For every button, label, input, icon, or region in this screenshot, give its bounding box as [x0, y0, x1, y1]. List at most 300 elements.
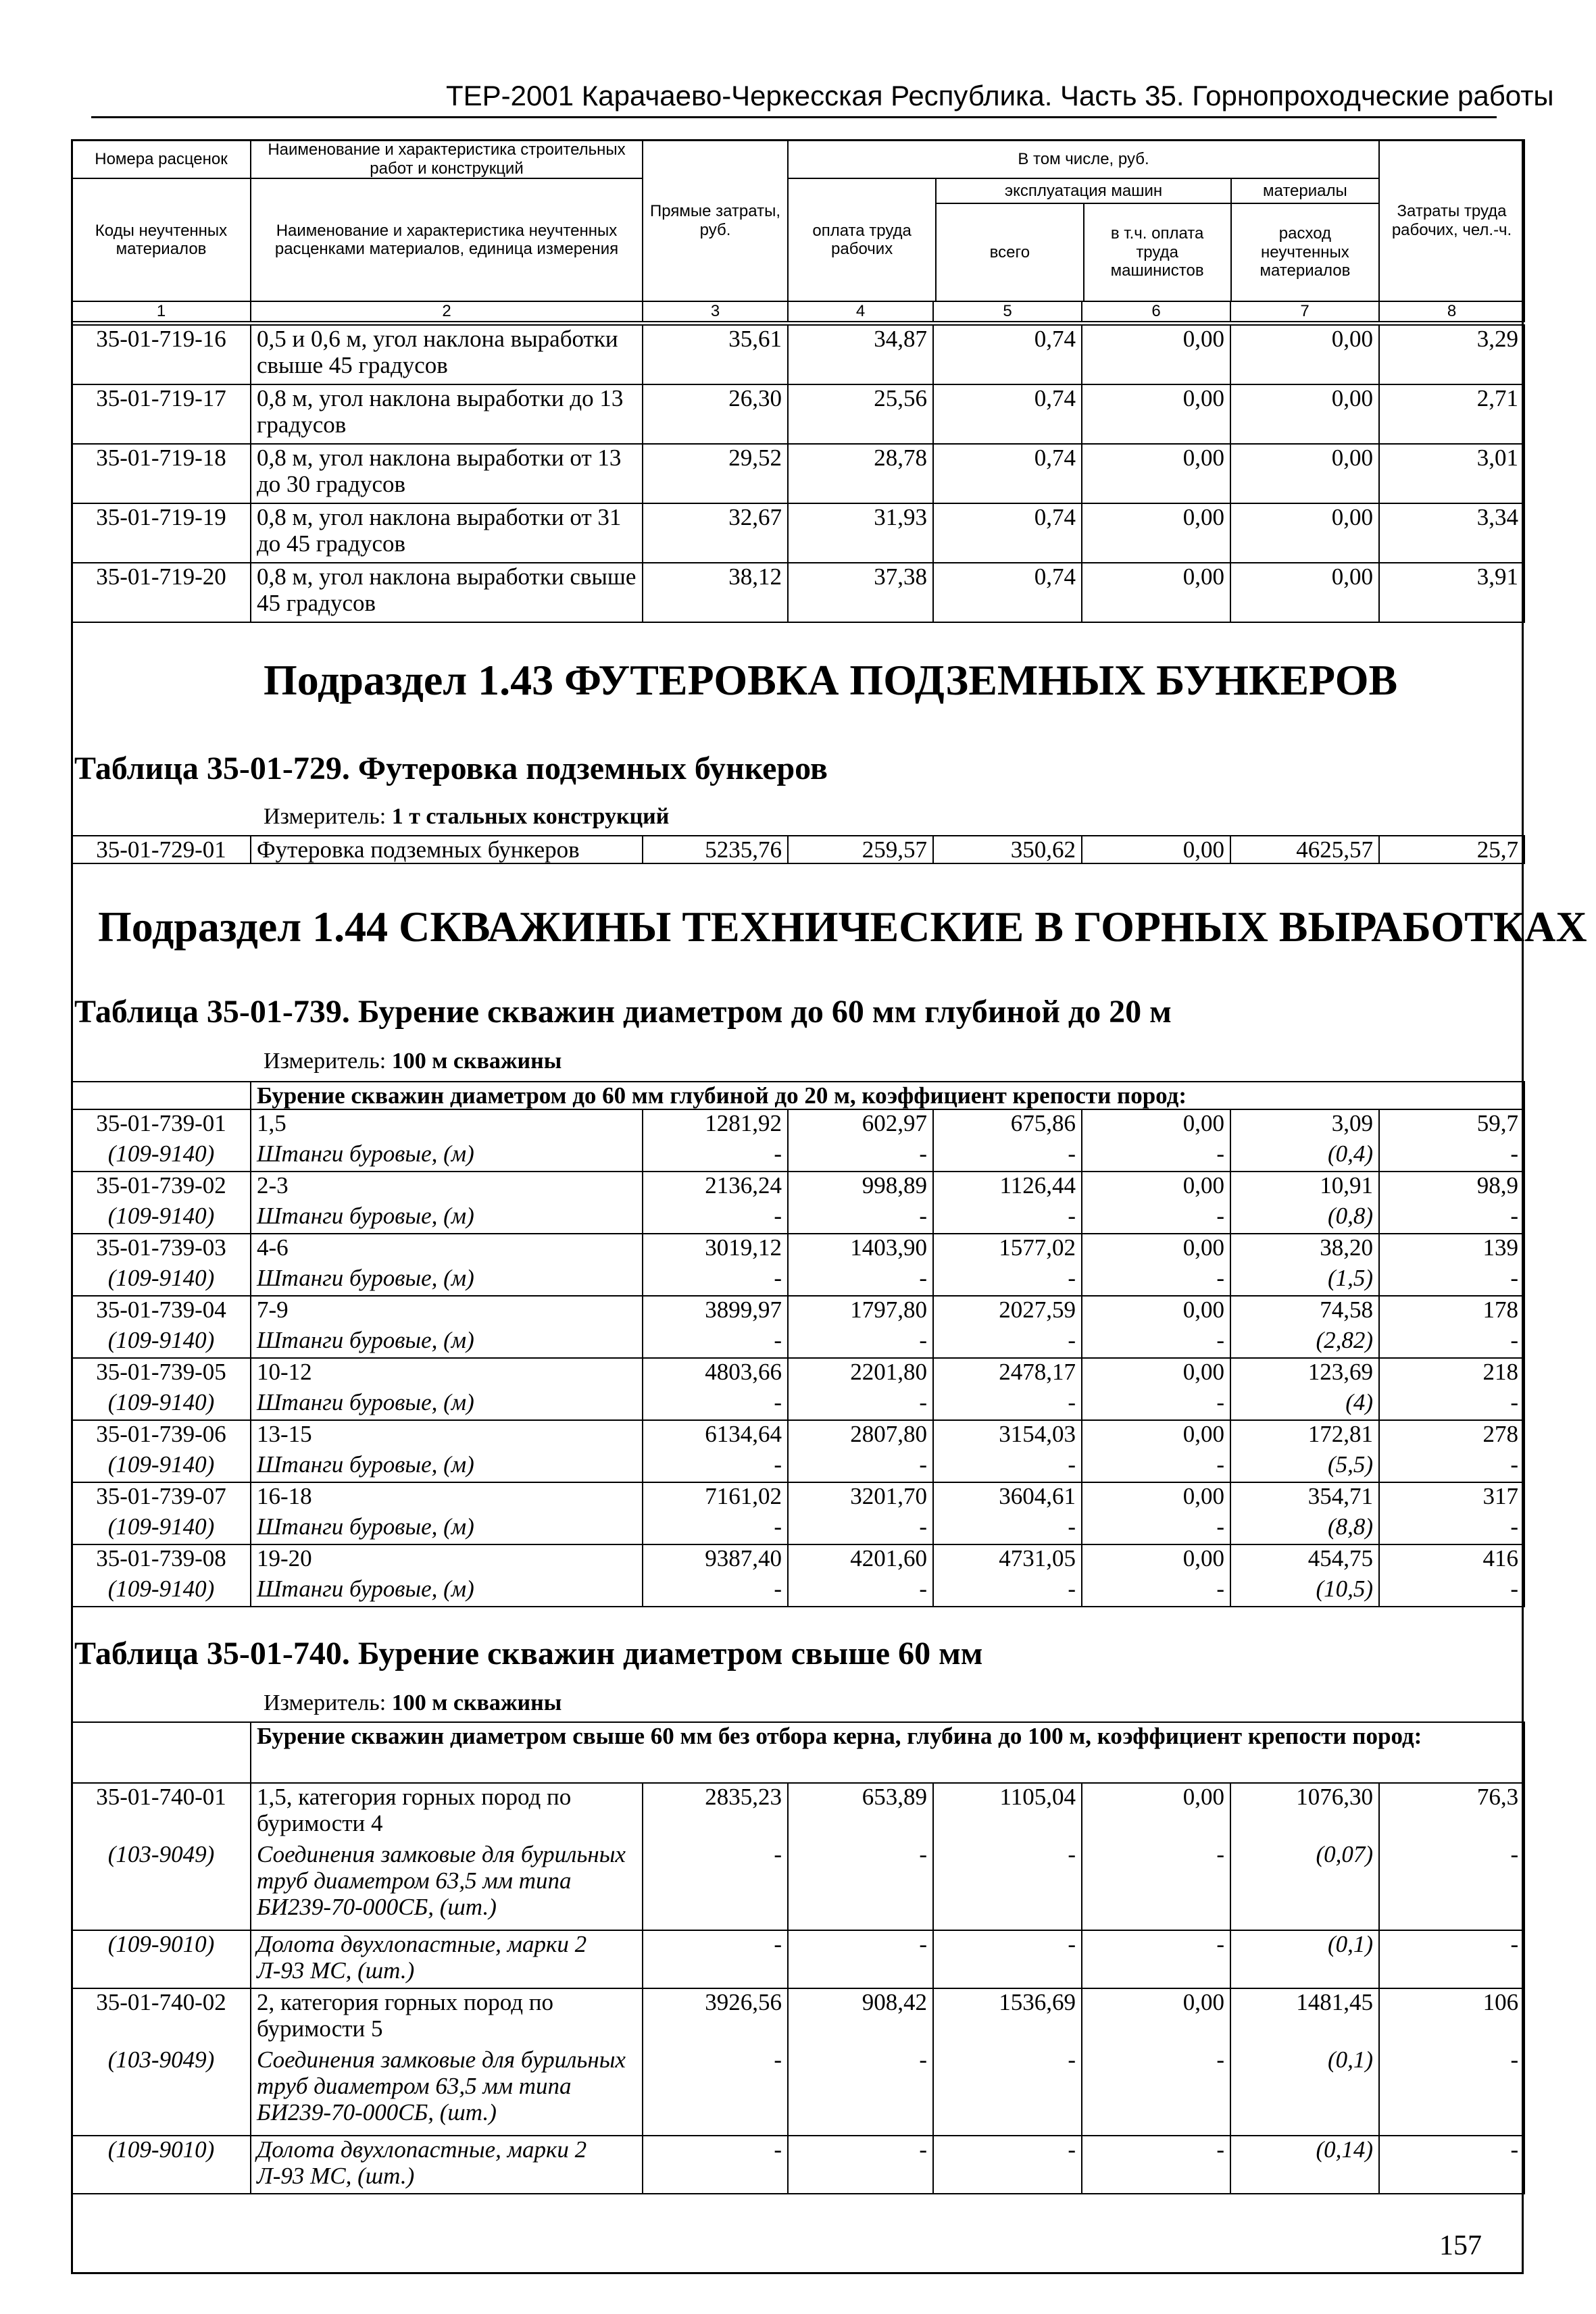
measure-740	[264, 1690, 562, 1716]
col-head-incl: В том числе, руб.	[788, 140, 1379, 178]
row-value: 37,38	[788, 563, 933, 622]
material-name: Штанги буровые, (м)	[251, 1451, 643, 1482]
material-qty: (0,14)	[1230, 2136, 1379, 2194]
material-dash: -	[1082, 2046, 1230, 2136]
col-head-machines: эксплуатация машин	[936, 179, 1231, 203]
row-code: 35-01-740-01	[72, 1783, 251, 1841]
row-value: 2807,80	[788, 1420, 933, 1451]
col-head-5: всего	[936, 203, 1083, 301]
row-value: 25,7	[1379, 836, 1524, 863]
material-dash: -	[1379, 1140, 1524, 1172]
material-qty: (8,8)	[1230, 1513, 1379, 1544]
material-dash: -	[643, 1389, 788, 1420]
row-value: 653,89	[788, 1783, 933, 1841]
group-title: Бурение скважин диаметром свыше 60 мм без отбора керна, глубина до 100 м, коэффициент крепости пород:	[251, 1722, 1524, 1783]
row-value: 0,00	[1230, 563, 1379, 622]
material-dash: -	[933, 2046, 1082, 2136]
row-value: 416	[1379, 1544, 1524, 1576]
table-row	[72, 1482, 1524, 1513]
row-code: 35-01-739-03	[72, 1234, 251, 1265]
material-dash: -	[933, 1930, 1082, 1988]
row-name: 0,8 м, угол наклона выработки до 13 градусов	[251, 384, 643, 444]
measure-label: Измеритель:	[264, 1049, 386, 1074]
row-value: 4625,57	[1230, 836, 1379, 863]
material-dash: -	[1082, 1451, 1230, 1482]
row-value: 38,12	[643, 563, 788, 622]
row-value: 0,00	[1082, 563, 1230, 622]
row-value: 1076,30	[1230, 1783, 1379, 1841]
material-qty: (0,1)	[1230, 1930, 1379, 1988]
col-num: 8	[1379, 301, 1524, 322]
row-value: 0,00	[1082, 325, 1230, 384]
row-code: 35-01-719-19	[72, 503, 251, 563]
row-value: 0,00	[1082, 1234, 1230, 1265]
material-qty: (10,5)	[1230, 1576, 1379, 1607]
row-value: 1403,90	[788, 1234, 933, 1265]
material-code: (109-9140)	[72, 1327, 251, 1358]
row-value: 0,00	[1082, 1988, 1230, 2046]
material-dash: -	[933, 1140, 1082, 1172]
measure-value: 100 м скважины	[391, 1690, 562, 1715]
row-code: 35-01-739-05	[72, 1358, 251, 1389]
material-dash: -	[1379, 2046, 1524, 2136]
row-name: 10-12	[251, 1358, 643, 1389]
col-head-7: расход неучтенных материалов	[1260, 224, 1351, 280]
row-value: 4731,05	[933, 1544, 1082, 1576]
material-dash: -	[933, 2136, 1082, 2194]
row-value: 908,42	[788, 1988, 933, 2046]
row-value: 0,00	[1082, 1544, 1230, 1576]
material-dash: -	[643, 1265, 788, 1296]
row-value: 139	[1379, 1234, 1524, 1265]
row-code: 35-01-729-01	[72, 836, 251, 863]
material-qty: (1,5)	[1230, 1265, 1379, 1296]
row-code: 35-01-719-17	[72, 384, 251, 444]
material-dash: -	[1379, 2136, 1524, 2194]
row-value: 6134,64	[643, 1420, 788, 1451]
material-dash: -	[643, 1140, 788, 1172]
col-head-8: Затраты труда рабочих, чел.-ч.	[1379, 140, 1524, 301]
row-value: 3926,56	[643, 1988, 788, 2046]
material-name: Штанги буровые, (м)	[251, 1265, 643, 1296]
material-dash: -	[1379, 1451, 1524, 1482]
material-dash: -	[933, 1841, 1082, 1930]
row-value: 172,81	[1230, 1420, 1379, 1451]
material-code: (109-9010)	[72, 2136, 251, 2194]
material-row	[72, 1930, 1524, 1988]
row-value: 1105,04	[933, 1783, 1082, 1841]
col-num: 6	[1082, 301, 1230, 322]
row-code: 35-01-739-06	[72, 1420, 251, 1451]
header-rule	[91, 116, 1497, 118]
material-dash: -	[788, 1140, 933, 1172]
row-value: 38,20	[1230, 1234, 1379, 1265]
row-value: 31,93	[788, 503, 933, 563]
col-head-2b: Наименование и характеристика неучтенных расценками материалов, единица измерения	[251, 178, 643, 301]
row-value: 0,00	[1082, 1420, 1230, 1451]
material-dash: -	[1379, 1327, 1524, 1358]
row-value: 29,52	[643, 444, 788, 503]
material-row	[72, 1389, 1524, 1420]
material-code: (109-9140)	[72, 1576, 251, 1607]
material-row	[72, 1327, 1524, 1358]
col-head-1a: Номера расценок	[72, 140, 251, 178]
material-code: (109-9140)	[72, 1513, 251, 1544]
row-name: 13-15	[251, 1420, 643, 1451]
material-dash: -	[643, 1576, 788, 1607]
material-dash: -	[788, 1327, 933, 1358]
material-dash: -	[643, 1930, 788, 1988]
table-row	[72, 1234, 1524, 1265]
row-value: 0,00	[1082, 1296, 1230, 1327]
material-qty: (5,5)	[1230, 1451, 1379, 1482]
material-dash: -	[788, 2136, 933, 2194]
row-value: 4803,66	[643, 1358, 788, 1389]
row-code: 35-01-739-02	[72, 1172, 251, 1203]
row-value: 0,74	[933, 384, 1082, 444]
row-value: 25,56	[788, 384, 933, 444]
row-value: 26,30	[643, 384, 788, 444]
material-dash: -	[788, 2046, 933, 2136]
col-num: 7	[1230, 301, 1379, 322]
row-value: 0,74	[933, 325, 1082, 384]
row-name: 2, категория горных пород по буримости 5	[251, 1988, 643, 2046]
row-value: 675,86	[933, 1109, 1082, 1140]
row-code: 35-01-719-16	[72, 325, 251, 384]
material-dash: -	[933, 1203, 1082, 1234]
row-code: 35-01-739-07	[72, 1482, 251, 1513]
material-dash: -	[933, 1327, 1082, 1358]
material-dash: -	[933, 1576, 1082, 1607]
measure-value: 100 м скважины	[391, 1049, 562, 1074]
material-name: Штанги буровые, (м)	[251, 1203, 643, 1234]
material-name: Штанги буровые, (м)	[251, 1513, 643, 1544]
row-name: 1,5, категория горных пород по буримости 4	[251, 1783, 643, 1841]
row-name: 16-18	[251, 1482, 643, 1513]
row-value: 1481,45	[1230, 1988, 1379, 2046]
row-value: 1577,02	[933, 1234, 1082, 1265]
material-dash: -	[788, 1513, 933, 1544]
material-dash: -	[643, 1513, 788, 1544]
material-row	[72, 2046, 1524, 2136]
row-value: 3,29	[1379, 325, 1524, 384]
row-value: 317	[1379, 1482, 1524, 1513]
material-row	[72, 1265, 1524, 1296]
row-value: 9387,40	[643, 1544, 788, 1576]
material-code: (109-9140)	[72, 1265, 251, 1296]
material-dash: -	[1082, 1265, 1230, 1296]
measure-value: 1 т стальных конструкций	[391, 804, 670, 829]
row-value: 0,00	[1082, 444, 1230, 503]
measure-739	[264, 1049, 562, 1074]
row-value: 0,00	[1230, 384, 1379, 444]
material-dash: -	[788, 1265, 933, 1296]
row-value: 0,00	[1082, 1783, 1230, 1841]
table-740	[71, 1721, 1525, 2194]
table-row	[72, 1172, 1524, 1203]
table-row	[72, 1988, 1524, 2046]
material-dash: -	[788, 1389, 933, 1420]
col-num: 1	[72, 301, 251, 322]
table-row	[72, 325, 1524, 384]
material-dash: -	[788, 1841, 933, 1930]
table-row	[72, 563, 1524, 622]
material-dash: -	[1082, 2136, 1230, 2194]
row-value: 4201,60	[788, 1544, 933, 1576]
material-name: Долота двухлопастные, марки 2 Л-93 МС, (шт.)	[251, 1930, 643, 1988]
row-value: 10,91	[1230, 1172, 1379, 1203]
material-dash: -	[1379, 1203, 1524, 1234]
material-dash: -	[1082, 1513, 1230, 1544]
table-row	[72, 1358, 1524, 1389]
row-value: 106	[1379, 1988, 1524, 2046]
row-name: Футеровка подземных бункеров	[251, 836, 643, 863]
row-value: 2,71	[1379, 384, 1524, 444]
material-dash: -	[788, 1203, 933, 1234]
table-739-title: Таблица 35-01-739. Бурение скважин диаметром до 60 мм глубиной до 20 м	[74, 994, 1172, 1030]
row-value: 218	[1379, 1358, 1524, 1389]
row-value: 1281,92	[643, 1109, 788, 1140]
row-value: 32,67	[643, 503, 788, 563]
material-dash: -	[788, 1451, 933, 1482]
row-value: 0,74	[933, 444, 1082, 503]
table-729	[71, 835, 1525, 864]
col-head-subgroup	[788, 178, 1379, 301]
material-name: Штанги буровые, (м)	[251, 1327, 643, 1358]
running-header: ТЕР-2001 Карачаево-Черкесская Республика. Часть 35. Горнопроходческие работы	[446, 80, 1554, 111]
material-dash: -	[1379, 1389, 1524, 1420]
material-dash: -	[1379, 1265, 1524, 1296]
material-dash: -	[1082, 1389, 1230, 1420]
subsection-1-43-title: Подраздел 1.43 ФУТЕРОВКА ПОДЗЕМНЫХ БУНКЕРОВ	[264, 656, 1398, 704]
row-name: 7-9	[251, 1296, 643, 1327]
material-dash: -	[788, 1930, 933, 1988]
table-row	[72, 1109, 1524, 1140]
row-name: 19-20	[251, 1544, 643, 1576]
table-row	[72, 836, 1524, 863]
col-head-1b: Коды неучтенных материалов	[72, 178, 251, 301]
measure-729	[264, 804, 669, 830]
material-qty: (0,1)	[1230, 2046, 1379, 2136]
row-value: 2027,59	[933, 1296, 1082, 1327]
material-dash: -	[643, 1451, 788, 1482]
row-value: 34,87	[788, 325, 933, 384]
material-name: Долота двухлопастные, марки 2 Л-93 МС, (шт.)	[251, 2136, 643, 2194]
material-dash: -	[1082, 1327, 1230, 1358]
table-row	[72, 384, 1524, 444]
row-value: 454,75	[1230, 1544, 1379, 1576]
header-table	[71, 139, 1525, 322]
row-value: 0,74	[933, 563, 1082, 622]
material-name: Соединения замковые для бурильных труб диаметром 63,5 мм типа БИ239-70-000СБ, (шт.)	[251, 1841, 643, 1930]
material-dash: -	[933, 1451, 1082, 1482]
row-name: 0,8 м, угол наклона выработки от 31 до 45 градусов	[251, 503, 643, 563]
material-dash: -	[643, 2136, 788, 2194]
row-name: 0,8 м, угол наклона выработки от 13 до 30 градусов	[251, 444, 643, 503]
material-dash: -	[1082, 1203, 1230, 1234]
material-dash: -	[1379, 1841, 1524, 1930]
table-719	[71, 324, 1525, 623]
material-dash: -	[1082, 1576, 1230, 1607]
row-name: 1,5	[251, 1109, 643, 1140]
material-dash: -	[788, 1576, 933, 1607]
material-code: (109-9140)	[72, 1389, 251, 1420]
row-value: 278	[1379, 1420, 1524, 1451]
col-num: 4	[788, 301, 933, 322]
table-740-title: Таблица 35-01-740. Бурение скважин диаметром свыше 60 мм	[74, 1636, 983, 1671]
table-739	[71, 1081, 1525, 1607]
row-value: 998,89	[788, 1172, 933, 1203]
row-value: 3,34	[1379, 503, 1524, 563]
col-head-6: в т.ч. оплата труда машинистов	[1084, 203, 1231, 301]
row-value: 3019,12	[643, 1234, 788, 1265]
material-name: Штанги буровые, (м)	[251, 1140, 643, 1172]
row-name: 0,5 и 0,6 м, угол наклона выработки свыше 45 градусов	[251, 325, 643, 384]
material-row	[72, 1576, 1524, 1607]
col-head-3: Прямые затраты, руб.	[643, 140, 788, 301]
group-spacer	[72, 1082, 251, 1109]
material-dash: -	[643, 1203, 788, 1234]
group-title: Бурение скважин диаметром до 60 мм глубиной до 20 м, коэффициент крепости пород:	[251, 1082, 1524, 1109]
material-dash: -	[1082, 1841, 1230, 1930]
material-code: (109-9140)	[72, 1203, 251, 1234]
material-name: Штанги буровые, (м)	[251, 1389, 643, 1420]
row-value: 3,91	[1379, 563, 1524, 622]
subsection-1-44-title: Подраздел 1.44 СКВАЖИНЫ ТЕХНИЧЕСКИЕ В ГОРНЫХ ВЫРАБОТКАХ	[98, 903, 1587, 951]
table-row	[72, 444, 1524, 503]
material-qty: (4)	[1230, 1389, 1379, 1420]
material-name: Штанги буровые, (м)	[251, 1576, 643, 1607]
row-value: 0,00	[1082, 1482, 1230, 1513]
row-name: 4-6	[251, 1234, 643, 1265]
material-dash: -	[933, 1265, 1082, 1296]
material-dash: -	[933, 1389, 1082, 1420]
row-code: 35-01-739-01	[72, 1109, 251, 1140]
row-value: 123,69	[1230, 1358, 1379, 1389]
row-value: 3604,61	[933, 1482, 1082, 1513]
col-num: 2	[251, 301, 643, 322]
row-value: 0,00	[1230, 325, 1379, 384]
material-row	[72, 2136, 1524, 2194]
material-qty: (0,07)	[1230, 1841, 1379, 1930]
row-name: 0,8 м, угол наклона выработки свыше 45 градусов	[251, 563, 643, 622]
row-value: 35,61	[643, 325, 788, 384]
row-value: 1797,80	[788, 1296, 933, 1327]
table-729-title: Таблица 35-01-729. Футеровка подземных бункеров	[74, 751, 828, 786]
row-value: 259,57	[788, 836, 933, 863]
table-row	[72, 1420, 1524, 1451]
material-row	[72, 1140, 1524, 1172]
material-dash: -	[643, 1327, 788, 1358]
measure-label: Измеритель:	[264, 1690, 386, 1715]
group-row	[72, 1722, 1524, 1783]
material-dash: -	[933, 1513, 1082, 1544]
measure-label: Измеритель:	[264, 804, 386, 829]
group-row	[72, 1082, 1524, 1109]
material-qty: (2,82)	[1230, 1327, 1379, 1358]
row-value: 350,62	[933, 836, 1082, 863]
row-value: 1536,69	[933, 1988, 1082, 2046]
material-name: Соединения замковые для бурильных труб диаметром 63,5 мм типа БИ239-70-000СБ, (шт.)	[251, 2046, 643, 2136]
row-value: 0,00	[1082, 1172, 1230, 1203]
col-num: 3	[643, 301, 788, 322]
row-value: 3,01	[1379, 444, 1524, 503]
col-num: 5	[933, 301, 1082, 322]
row-code: 35-01-719-20	[72, 563, 251, 622]
row-code: 35-01-739-08	[72, 1544, 251, 1576]
material-code: (103-9049)	[72, 1841, 251, 1930]
material-row	[72, 1451, 1524, 1482]
row-value: 0,00	[1082, 384, 1230, 444]
row-value: 7161,02	[643, 1482, 788, 1513]
row-value: 0,74	[933, 503, 1082, 563]
row-value: 0,00	[1082, 503, 1230, 563]
row-value: 0,00	[1082, 1109, 1230, 1140]
row-value: 602,97	[788, 1109, 933, 1140]
col-head-2a: Наименование и характеристика строительных работ и конструкций	[251, 140, 643, 178]
material-row	[72, 1203, 1524, 1234]
row-value: 59,7	[1379, 1109, 1524, 1140]
material-dash: -	[1082, 1930, 1230, 1988]
table-row	[72, 503, 1524, 563]
table-row	[72, 1296, 1524, 1327]
page-number: 157	[1439, 2230, 1482, 2261]
row-code: 35-01-739-04	[72, 1296, 251, 1327]
row-value: 3,09	[1230, 1109, 1379, 1140]
row-value: 0,00	[1082, 836, 1230, 863]
material-dash: -	[643, 1841, 788, 1930]
row-value: 3154,03	[933, 1420, 1082, 1451]
material-dash: -	[1379, 1513, 1524, 1544]
row-value: 74,58	[1230, 1296, 1379, 1327]
row-value: 3201,70	[788, 1482, 933, 1513]
material-dash: -	[1379, 1930, 1524, 1988]
row-value: 2835,23	[643, 1783, 788, 1841]
row-value: 98,9	[1379, 1172, 1524, 1203]
table-row	[72, 1783, 1524, 1841]
row-value: 28,78	[788, 444, 933, 503]
material-dash: -	[1379, 1576, 1524, 1607]
material-dash: -	[643, 2046, 788, 2136]
row-name: 2-3	[251, 1172, 643, 1203]
row-code: 35-01-719-18	[72, 444, 251, 503]
row-value: 1126,44	[933, 1172, 1082, 1203]
material-code: (109-9140)	[72, 1451, 251, 1482]
row-value: 0,00	[1230, 444, 1379, 503]
row-value: 354,71	[1230, 1482, 1379, 1513]
row-value: 2478,17	[933, 1358, 1082, 1389]
material-qty: (0,8)	[1230, 1203, 1379, 1234]
material-qty: (0,4)	[1230, 1140, 1379, 1172]
material-dash: -	[1082, 1140, 1230, 1172]
row-value: 178	[1379, 1296, 1524, 1327]
row-value: 2136,24	[643, 1172, 788, 1203]
material-code: (109-9010)	[72, 1930, 251, 1988]
row-value: 76,3	[1379, 1783, 1524, 1841]
row-value: 0,00	[1082, 1358, 1230, 1389]
material-row	[72, 1513, 1524, 1544]
row-code: 35-01-740-02	[72, 1988, 251, 2046]
row-value: 2201,80	[788, 1358, 933, 1389]
material-row	[72, 1841, 1524, 1930]
table-row	[72, 1544, 1524, 1576]
row-value: 3899,97	[643, 1296, 788, 1327]
material-code: (109-9140)	[72, 1140, 251, 1172]
group-spacer	[72, 1722, 251, 1783]
row-value: 0,00	[1230, 503, 1379, 563]
col-head-materials: материалы	[1231, 179, 1378, 203]
material-code: (103-9049)	[72, 2046, 251, 2136]
